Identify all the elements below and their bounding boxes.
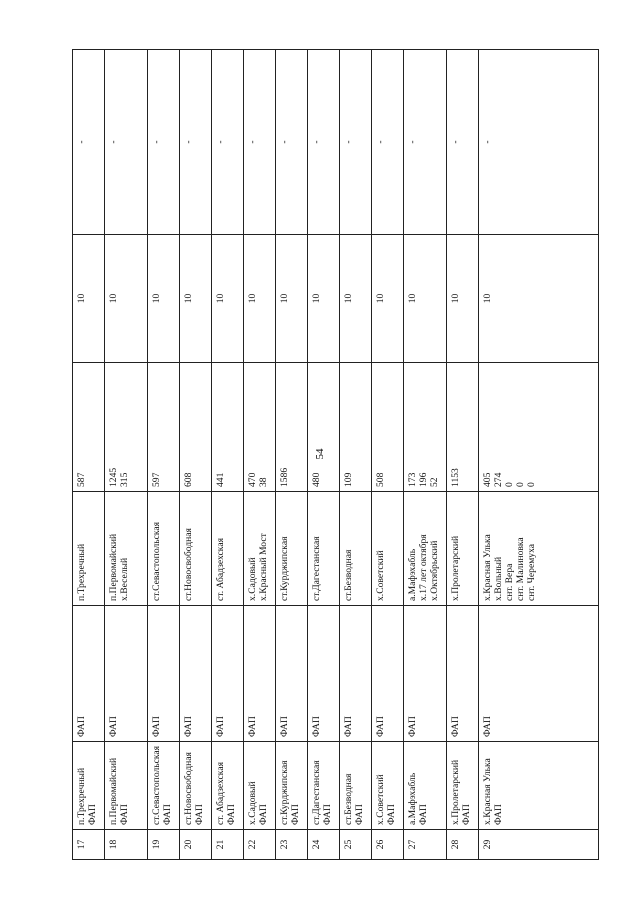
table-row xyxy=(372,50,404,860)
staff-cell xyxy=(340,235,372,363)
facility-type-cell xyxy=(148,606,180,742)
staff-cell-text: 10 xyxy=(108,293,119,304)
staff-cell xyxy=(372,235,404,363)
facility-type-cell-text: ФАП xyxy=(279,716,290,737)
settlements-cell-text: п.Трехречный xyxy=(76,543,87,601)
population-cell-text: 109 xyxy=(343,472,354,487)
population-cell xyxy=(73,363,105,492)
facility-type-cell xyxy=(372,606,404,742)
row-number-cell xyxy=(404,830,447,860)
value-cell-text: - xyxy=(247,140,258,144)
population-cell xyxy=(180,363,212,492)
staff-cell-text: 10 xyxy=(450,293,461,304)
staff-cell-text: 10 xyxy=(279,293,290,304)
facility-type-cell xyxy=(244,606,276,742)
row-number-cell xyxy=(105,830,148,860)
facility-name-cell xyxy=(447,742,479,830)
row-number-cell-text: 29 xyxy=(482,839,493,850)
value-cell-text: - xyxy=(183,140,194,144)
population-cell xyxy=(105,363,148,492)
value-cell xyxy=(340,50,372,235)
facilities-table xyxy=(72,49,599,860)
population-cell-text: 608 xyxy=(183,472,194,487)
row-number-cell xyxy=(308,830,340,860)
row-number-cell-text: 27 xyxy=(407,839,418,850)
staff-cell xyxy=(244,235,276,363)
facility-name-cell xyxy=(212,742,244,830)
facility-name-cell xyxy=(244,742,276,830)
facility-type-cell xyxy=(479,606,599,742)
population-cell-text: 480 xyxy=(311,472,322,487)
population-cell-text: 597 xyxy=(151,472,162,487)
table-row xyxy=(105,50,148,860)
population-cell xyxy=(340,363,372,492)
facility-name-cell xyxy=(148,742,180,830)
staff-cell xyxy=(276,235,308,363)
row-number-cell-text: 23 xyxy=(279,839,290,850)
staff-cell-text: 10 xyxy=(215,293,226,304)
row-number-cell-text: 20 xyxy=(183,839,194,850)
table-row xyxy=(148,50,180,860)
facility-type-cell-text: ФАП xyxy=(215,716,226,737)
settlements-cell-text: ст.Дагестанская xyxy=(311,536,322,601)
staff-cell xyxy=(479,235,599,363)
settlements-cell xyxy=(180,492,212,606)
facility-name-cell xyxy=(479,742,599,830)
facility-type-cell xyxy=(447,606,479,742)
facility-type-cell xyxy=(105,606,148,742)
value-cell xyxy=(244,50,276,235)
facility-name-cell-text: ст.Севастопольская ФАП xyxy=(151,745,173,825)
settlements-cell-text: п.Первомайский х.Веселый xyxy=(108,533,130,601)
facility-type-cell xyxy=(212,606,244,742)
staff-cell xyxy=(404,235,447,363)
table-row xyxy=(276,50,308,860)
settlements-cell-text: ст.Севастопольская xyxy=(151,521,162,601)
row-number-cell xyxy=(340,830,372,860)
settlements-cell xyxy=(244,492,276,606)
settlements-cell-text: х.Советский xyxy=(375,550,386,601)
value-cell xyxy=(479,50,599,235)
value-cell xyxy=(447,50,479,235)
facility-type-cell xyxy=(308,606,340,742)
settlements-cell-text: х.Красная Улька х.Вольный снт. Вера снт. Малиновка снт. Черемуха xyxy=(482,534,537,601)
facility-type-cell xyxy=(404,606,447,742)
staff-cell xyxy=(148,235,180,363)
table-row xyxy=(212,50,244,860)
settlements-cell xyxy=(372,492,404,606)
population-cell-text: 587 xyxy=(76,472,87,487)
value-cell xyxy=(308,50,340,235)
value-cell-text: - xyxy=(108,140,119,144)
facility-type-cell-text: ФАП xyxy=(450,716,461,737)
settlements-cell xyxy=(308,492,340,606)
staff-cell-text: 10 xyxy=(375,293,386,304)
facility-name-cell xyxy=(276,742,308,830)
settlements-cell xyxy=(73,492,105,606)
facility-type-cell-text: ФАП xyxy=(375,716,386,737)
value-cell xyxy=(148,50,180,235)
row-number-cell xyxy=(212,830,244,860)
facility-type-cell xyxy=(180,606,212,742)
row-number-cell-text: 18 xyxy=(108,839,119,850)
value-cell-text: - xyxy=(311,140,322,144)
facility-name-cell xyxy=(73,742,105,830)
facility-type-cell-text: ФАП xyxy=(151,716,162,737)
row-number-cell-text: 17 xyxy=(76,839,87,850)
value-cell xyxy=(404,50,447,235)
staff-cell-text: 10 xyxy=(183,293,194,304)
facility-type-cell xyxy=(340,606,372,742)
staff-cell xyxy=(180,235,212,363)
facility-type-cell xyxy=(276,606,308,742)
staff-cell-text: 10 xyxy=(482,293,493,304)
facility-name-cell-text: ст.Безводная ФАП xyxy=(343,773,365,825)
settlements-cell xyxy=(479,492,599,606)
population-cell-text: 1586 xyxy=(279,467,290,487)
value-cell-text: - xyxy=(215,140,226,144)
staff-cell-text: 10 xyxy=(76,293,87,304)
table-row xyxy=(244,50,276,860)
table-body xyxy=(73,50,599,860)
population-cell-text: 441 xyxy=(215,472,226,487)
facility-name-cell-text: х.Красная Улька ФАП xyxy=(482,758,504,825)
facility-name-cell-text: ст. Абадзехская ФАП xyxy=(215,762,237,825)
settlements-cell xyxy=(276,492,308,606)
population-cell xyxy=(479,363,599,492)
value-cell xyxy=(180,50,212,235)
row-number-cell xyxy=(447,830,479,860)
table-row xyxy=(340,50,372,860)
facility-type-cell xyxy=(73,606,105,742)
population-cell-text: 1245 315 xyxy=(108,467,130,487)
staff-cell-text: 10 xyxy=(343,293,354,304)
facility-name-cell xyxy=(105,742,148,830)
value-cell-text: - xyxy=(279,140,290,144)
value-cell xyxy=(212,50,244,235)
staff-cell-text: 10 xyxy=(247,293,258,304)
population-cell-text: 405 274 0 0 0 xyxy=(482,472,537,487)
facility-name-cell-text: ст.Дагестанская ФАП xyxy=(311,760,333,825)
value-cell-text: - xyxy=(450,140,461,144)
population-cell-text: 1153 xyxy=(450,468,461,487)
rotated-table-container xyxy=(72,50,584,860)
page-number: 54 xyxy=(314,448,326,460)
staff-cell-text: 10 xyxy=(407,293,418,304)
population-cell xyxy=(308,363,340,492)
settlements-cell xyxy=(340,492,372,606)
settlements-cell xyxy=(148,492,180,606)
row-number-cell xyxy=(244,830,276,860)
facility-name-cell-text: ст.Новосвободная ФАП xyxy=(183,752,205,825)
row-number-cell-text: 21 xyxy=(215,839,226,850)
value-cell-text: - xyxy=(407,140,418,144)
value-cell xyxy=(276,50,308,235)
row-number-cell xyxy=(180,830,212,860)
staff-cell xyxy=(308,235,340,363)
row-number-cell xyxy=(372,830,404,860)
settlements-cell-text: х.Пролетарский xyxy=(450,535,461,601)
facility-name-cell-text: п.Трехречный ФАП xyxy=(76,767,98,825)
facility-name-cell-text: х.Садовый ФАП xyxy=(247,781,269,825)
population-cell-text: 470 38 xyxy=(247,472,269,487)
settlements-cell-text: ст. Абадзехская xyxy=(215,538,226,601)
settlements-cell-text: х.Садовый х.Красный Мост xyxy=(247,533,269,601)
facility-name-cell-text: ст.Курджипская ФАП xyxy=(279,760,301,825)
row-number-cell xyxy=(276,830,308,860)
settlements-cell xyxy=(404,492,447,606)
row-number-cell-text: 22 xyxy=(247,839,258,850)
settlements-cell-text: ст.Безводная xyxy=(343,549,354,601)
value-cell-text: - xyxy=(343,140,354,144)
facility-type-cell-text: ФАП xyxy=(311,716,322,737)
row-number-cell-text: 26 xyxy=(375,839,386,850)
row-number-cell xyxy=(148,830,180,860)
staff-cell xyxy=(447,235,479,363)
table-row xyxy=(479,50,599,860)
population-cell-text: 173 196 52 xyxy=(407,472,440,487)
row-number-cell-text: 19 xyxy=(151,839,162,850)
facility-name-cell-text: п.Первомайский ФАП xyxy=(108,757,130,825)
population-cell xyxy=(148,363,180,492)
settlements-cell-text: ст.Курджипская xyxy=(279,536,290,601)
population-cell xyxy=(372,363,404,492)
population-cell xyxy=(212,363,244,492)
facility-name-cell xyxy=(372,742,404,830)
staff-cell-text: 10 xyxy=(311,293,322,304)
facility-name-cell xyxy=(308,742,340,830)
row-number-cell xyxy=(479,830,599,860)
staff-cell xyxy=(212,235,244,363)
value-cell-text: - xyxy=(482,140,493,144)
facility-type-cell-text: ФАП xyxy=(183,716,194,737)
population-cell xyxy=(244,363,276,492)
value-cell-text: - xyxy=(151,140,162,144)
table-row xyxy=(308,50,340,860)
staff-cell xyxy=(105,235,148,363)
table-row xyxy=(180,50,212,860)
settlements-cell xyxy=(447,492,479,606)
population-cell xyxy=(404,363,447,492)
staff-cell-text: 10 xyxy=(151,293,162,304)
row-number-cell xyxy=(73,830,105,860)
settlements-cell xyxy=(105,492,148,606)
settlements-cell-text: а.Мафэхабль х.17 лет октября х.Октябрьский xyxy=(407,534,440,601)
table-row xyxy=(404,50,447,860)
table-sheet xyxy=(72,50,584,860)
facility-type-cell-text: ФАП xyxy=(407,716,418,737)
value-cell-text: - xyxy=(76,140,87,144)
table-row xyxy=(73,50,105,860)
facility-type-cell-text: ФАП xyxy=(76,716,87,737)
facility-type-cell-text: ФАП xyxy=(343,716,354,737)
row-number-cell-text: 28 xyxy=(450,839,461,850)
population-cell xyxy=(447,363,479,492)
staff-cell xyxy=(73,235,105,363)
facility-type-cell-text: ФАП xyxy=(108,716,119,737)
facility-name-cell xyxy=(180,742,212,830)
row-number-cell-text: 24 xyxy=(311,839,322,850)
population-cell-text: 508 xyxy=(375,472,386,487)
facility-type-cell-text: ФАП xyxy=(247,716,258,737)
settlements-cell-text: ст.Новосвободная xyxy=(183,528,194,601)
table-row xyxy=(447,50,479,860)
facility-name-cell xyxy=(340,742,372,830)
value-cell xyxy=(73,50,105,235)
value-cell-text: - xyxy=(375,140,386,144)
facility-name-cell-text: х.Советский ФАП xyxy=(375,774,397,825)
facility-name-cell-text: а.Мафэхабль ФАП xyxy=(407,772,429,825)
value-cell xyxy=(105,50,148,235)
settlements-cell xyxy=(212,492,244,606)
population-cell xyxy=(276,363,308,492)
facility-type-cell-text: ФАП xyxy=(482,716,493,737)
value-cell xyxy=(372,50,404,235)
facility-name-cell-text: х.Пролетарский ФАП xyxy=(450,759,472,825)
facility-name-cell xyxy=(404,742,447,830)
row-number-cell-text: 25 xyxy=(343,839,354,850)
